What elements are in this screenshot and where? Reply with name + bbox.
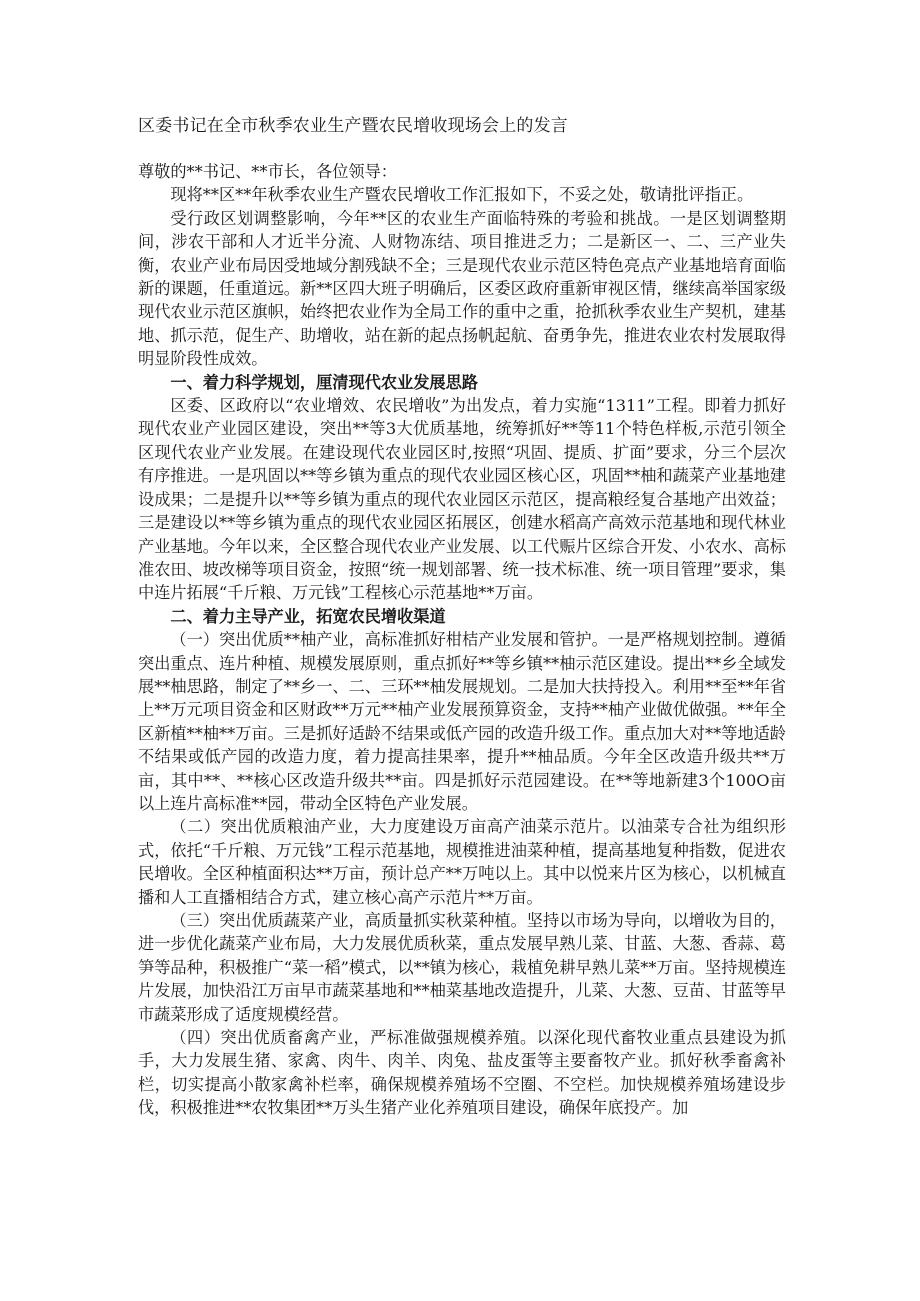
paragraph: （一）突出优质**柚产业，高标准抓好柑桔产业发展和管护。一是严格规划控制。遵循突出重点、连片种植、规模发展原则，重点抓好**等乡镇**柚示范区建设。提出**乡全域发展**柚思路，制定了**乡一、二、三环**柚发展规划。二是加大扶持投入。利用**至**年省上**万元项目资金和区财政**万元**柚产业发展预算资金，支持**柚产业做优做强。**年全区新植**柚**万亩。三是抓好适龄不结果或低产园的改造升级工作。重点加大对**等地适龄不结果或低产园的改造力度，着力提高挂果率，提升**柚品质。今年全区改造升级共**万亩，其中**、**核心区改造升级共**亩。四是抓好示范园建设。在**等地新建3个100O亩以上连片高标准**园，带动全区特色产业发展。 [138,630,786,813]
paragraph: 现将**区**年秋季农业生产暨农民增收工作汇报如下，不妥之处，敬请批评指正。 [170,185,754,205]
paragraph: （二）突出优质粮油产业，大力度建设万亩高产油菜示范片。以油菜专合社为组织形式，依托“千斤粮、万元钱”工程示范基地，规模推进油菜种植，提高基地复种指数，促进农民增收。全区种植面积达**万亩，预计总产**万吨以上。其中以悦来片区为核心，以机械直播和人工直播相结合方式，建立核心高产示范片**万亩。 [138,817,786,907]
document-title: 区委书记在全市秋季农业生产暨农民增收现场会上的发言 [138,116,568,136]
salutation: 尊敬的**书记、**市长，各位领导： [138,162,397,181]
document-body [138,160,786,1120]
paragraph: （四）突出优质畜禽产业，严标准做强规模养殖。以深化现代畜牧业重点县建设为抓手，大力发展生猪、家禽、肉牛、肉羊、肉兔、盐皮蛋等主要畜牧产业。抓好秋季畜禽补栏，切实提高小散家禽补栏率，确保规模养殖场不空圈、不空栏。加快规模养殖场建设步伐，积极推进**农牧集团**万头生猪产业化养殖项目建设，确保年底投产。加 [138,1028,786,1118]
paragraph: 受行政区划调整影响，今年**区的农业生产面临特殊的考验和挑战。一是区划调整期间，涉农干部和人才近半分流、人财物冻结、项目推进乏力；二是新区一、二、三产业失衡，农业产业布局因受地域分割残缺不全；三是现代农业示范区特色亮点产业基地培育面临新的课题，任重道远。新**区四大班子明确后，区委区政府重新审视区情，继续高举国家级现代农业示范区旗帜，始终把农业作为全局工作的重中之重，抢抓秋季农业生产契机，建基地、抓示范，促生产、助增收，站在新的起点扬帆起航、奋勇争先，推进农业农村发展取得明显阶段性成效。 [138,208,786,369]
section-heading: 二、着力主导产业，拓宽农民增收渠道 [170,606,446,626]
section-heading: 一、着力科学规划，厘清现代农业发展思路 [170,372,478,392]
paragraph: 区委、区政府以“农业增效、农民增收”为出发点，着力实施“1311”工程。即着力抓好现代农业产业园区建设，突出**等3大优质基地，统筹抓好**等11个特色样板,示范引领全区现代农业产业发展。在建设现代农业园区时,按照“巩固、提质、扩面”要求，分三个层次有序推进。一是巩固以**等乡镇为重点的现代农业园区核心区，巩固**柚和蔬菜产业基地建设成果；二是提升以**等乡镇为重点的现代农业园区示范区，提高粮经复合基地产出效益；三是建设以**等乡镇为重点的现代农业园区拓展区，创建水稻高产高效示范基地和现代林业产业基地。今年以来，全区整合现代农业产业发展、以工代赈片区综合开发、小农水、高标准农田、坡改梯等项目资金，按照“统一规划部署、统一技术标准、统一项目管理”要求，集中连片拓展“千斤粮、万元钱”工程核心示范基地**万亩。 [138,396,786,603]
paragraph: （三）突出优质蔬菜产业，高质量抓实秋菜种植。坚持以市场为导向，以增收为目的，进一步优化蔬菜产业布局，大力发展优质秋菜，重点发展早熟儿菜、甘蓝、大葱、香蒜、葛笋等品种，积极推广“菜一稻”模式，以**镇为核心，栽植免耕早熟儿菜**万亩。坚持规模连片发展，加快沿江万亩早市蔬菜基地和**柚菜基地改造提升，儿菜、大葱、豆苗、甘蓝等早市蔬菜形成了适度规模经营。 [138,911,786,1024]
